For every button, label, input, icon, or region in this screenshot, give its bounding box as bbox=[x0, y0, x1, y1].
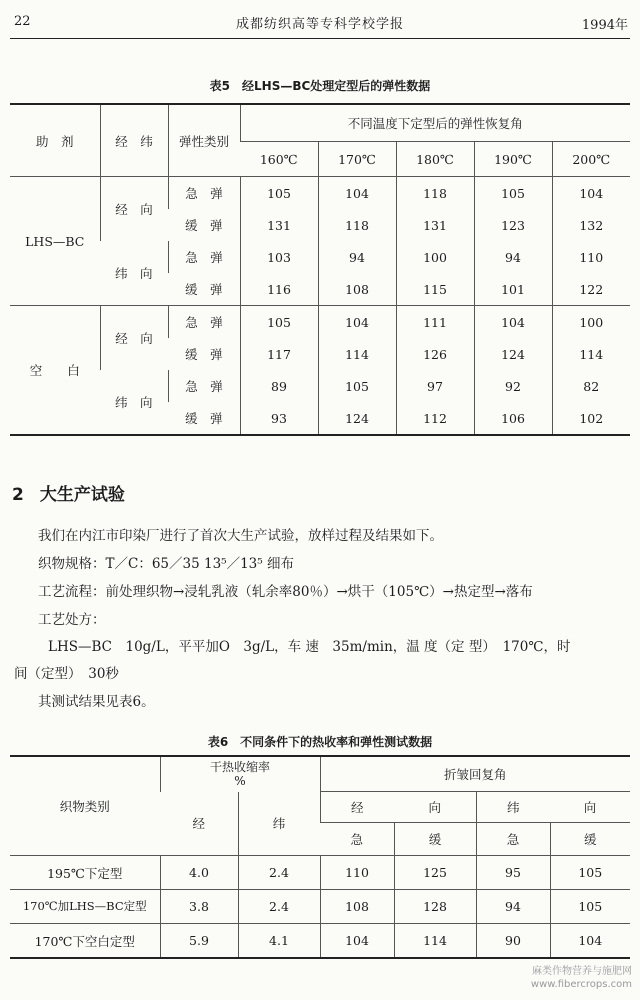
site-credit-url: www.fibercrops.com bbox=[530, 979, 632, 990]
t5-cell: 104 bbox=[318, 306, 396, 339]
table5-caption: 表5 经LHS—BC处理定型后的弹性数据 bbox=[209, 79, 431, 93]
t5-cell: 112 bbox=[396, 402, 474, 435]
t6-header-shrink bbox=[160, 756, 320, 792]
t6-cell: 128 bbox=[394, 890, 476, 924]
t6-cell: 110 bbox=[320, 856, 394, 890]
t5-cell: 114 bbox=[552, 338, 630, 370]
t6-cell: 5.9 bbox=[160, 924, 238, 959]
site-credit bbox=[531, 965, 632, 991]
t5-cell: 100 bbox=[552, 306, 630, 339]
paragraph: 间（定型） 30秒 bbox=[14, 666, 119, 682]
t5-cell: 97 bbox=[396, 370, 474, 402]
t6-cell: 2.4 bbox=[238, 890, 320, 924]
t5-temp: 200℃ bbox=[552, 142, 630, 177]
t6-row-label: 170℃下空白定型 bbox=[34, 933, 135, 949]
t5-cell: 94 bbox=[474, 241, 552, 273]
t5-header-type: 弹性类别 bbox=[168, 104, 240, 177]
t5-cell: 131 bbox=[396, 209, 474, 241]
t6-row-label: 195℃下定型 bbox=[10, 856, 160, 890]
t6-cell: 105 bbox=[550, 856, 630, 890]
t6-row-label: 170℃加LHS—BC定型 bbox=[10, 890, 160, 924]
t5-temp: 170℃ bbox=[318, 142, 396, 177]
t6-header-fast: 急 bbox=[320, 823, 394, 856]
section-number: 2 bbox=[12, 485, 24, 505]
page-header bbox=[0, 0, 640, 36]
t5-cell: 126 bbox=[396, 338, 474, 370]
t5-agent: 空 白 bbox=[29, 363, 80, 378]
t5-direction: 纬 向 bbox=[114, 395, 153, 410]
t6-cell: 108 bbox=[320, 890, 394, 924]
table-row bbox=[10, 241, 630, 273]
t5-cell: 124 bbox=[318, 402, 396, 435]
t6-header-warp-dir-2: 向 bbox=[394, 792, 476, 823]
paragraph: LHS—BC 10g/L，平平加O 3g/L，车 速 35m/min，温 度（定 型） 170℃，时 bbox=[48, 639, 571, 655]
t5-cell: 111 bbox=[396, 306, 474, 339]
table-row bbox=[10, 370, 630, 402]
t5-cell: 89 bbox=[240, 370, 318, 402]
t6-cell: 94 bbox=[476, 890, 550, 924]
t5-cell: 82 bbox=[552, 370, 630, 402]
t5-temp: 180℃ bbox=[396, 142, 474, 177]
table-row bbox=[10, 890, 630, 924]
section-heading bbox=[12, 480, 125, 505]
t6-header-shrink-label: 干热收缩率 bbox=[209, 760, 270, 775]
t5-cell: 114 bbox=[318, 338, 396, 370]
t5-direction: 经 向 bbox=[100, 177, 168, 242]
t6-header-slow: 缓 bbox=[394, 823, 476, 856]
site-credit-name: 麻类作物营养与施肥网 bbox=[532, 966, 632, 977]
page-number: 22 bbox=[14, 14, 31, 29]
t5-cell: 117 bbox=[240, 338, 318, 370]
t6-header-slow: 缓 bbox=[550, 823, 630, 856]
t5-header-agent: 助 剂 bbox=[10, 104, 100, 177]
table6-caption: 表6 不同条件下的热收率和弹性测试数据 bbox=[207, 735, 433, 749]
t6-cell: 125 bbox=[394, 856, 476, 890]
t5-cell: 94 bbox=[318, 241, 396, 273]
t6-cell: 114 bbox=[394, 924, 476, 959]
t5-direction: 经 向 bbox=[100, 306, 168, 371]
t5-agent: LHS—BC bbox=[10, 177, 100, 306]
t6-cell: 104 bbox=[550, 924, 630, 959]
t6-header-weft-dir-2: 向 bbox=[550, 792, 630, 823]
table5 bbox=[10, 103, 630, 436]
t5-type: 缓 弹 bbox=[184, 411, 223, 426]
t5-cell: 103 bbox=[240, 241, 318, 273]
t6-cell: 4.0 bbox=[160, 856, 238, 890]
t6-header-recovery: 折皱回复角 bbox=[320, 756, 630, 792]
header-rule bbox=[10, 38, 630, 39]
t5-type: 急 弹 bbox=[168, 177, 240, 210]
t5-cell: 108 bbox=[318, 273, 396, 306]
t5-cell: 104 bbox=[552, 177, 630, 210]
t5-cell: 100 bbox=[396, 241, 474, 273]
t6-header-weft-dir-1: 纬 bbox=[476, 792, 550, 823]
t6-cell: 105 bbox=[550, 890, 630, 924]
paragraph: 工艺处方： bbox=[38, 612, 106, 628]
journal-title: 成都纺织高等专科学校学报 bbox=[235, 17, 404, 32]
table-row bbox=[10, 306, 630, 339]
section-title: 大生产试验 bbox=[39, 485, 125, 505]
t5-cell: 92 bbox=[474, 370, 552, 402]
t5-cell: 123 bbox=[474, 209, 552, 241]
t6-cell: 3.8 bbox=[160, 890, 238, 924]
t5-header-direction: 经 纬 bbox=[100, 104, 168, 177]
t5-cell: 132 bbox=[552, 209, 630, 241]
t5-header-group: 不同温度下定型后的弹性恢复角 bbox=[240, 104, 630, 142]
t5-type: 急 弹 bbox=[168, 306, 240, 339]
t5-type: 缓 弹 bbox=[184, 347, 223, 362]
t5-cell: 105 bbox=[318, 370, 396, 402]
paragraph: 其测试结果见表6。 bbox=[38, 694, 155, 710]
paragraph: 我们在内江市印染厂进行了首次大生产试验，放样过程及结果如下。 bbox=[38, 528, 443, 544]
t6-header-warp-dir-1: 经 bbox=[320, 792, 394, 823]
table6 bbox=[10, 755, 630, 959]
t6-header-fabric: 织物类别 bbox=[10, 756, 160, 856]
t6-header-fast: 急 bbox=[476, 823, 550, 856]
t6-cell: 95 bbox=[476, 856, 550, 890]
t5-type: 缓 弹 bbox=[184, 218, 223, 233]
t5-cell: 104 bbox=[318, 177, 396, 210]
t5-cell: 118 bbox=[318, 209, 396, 241]
t6-cell: 2.4 bbox=[238, 856, 320, 890]
table-row bbox=[10, 177, 630, 210]
t5-cell: 104 bbox=[474, 306, 552, 339]
t5-cell: 115 bbox=[396, 273, 474, 306]
publication-year: 1994年 bbox=[581, 18, 628, 33]
table-row bbox=[10, 856, 630, 890]
t5-temp: 190℃ bbox=[474, 142, 552, 177]
t5-cell: 93 bbox=[240, 402, 318, 435]
t5-cell: 116 bbox=[240, 273, 318, 306]
t6-cell: 4.1 bbox=[238, 924, 320, 959]
t5-type: 急 弹 bbox=[168, 370, 240, 402]
t5-cell: 105 bbox=[474, 177, 552, 210]
t5-direction: 纬 向 bbox=[100, 241, 168, 306]
t6-cell: 90 bbox=[476, 924, 550, 959]
t5-type: 急 弹 bbox=[168, 241, 240, 273]
t5-temp: 160℃ bbox=[240, 142, 318, 177]
t5-cell: 118 bbox=[396, 177, 474, 210]
t5-cell: 131 bbox=[240, 209, 318, 241]
paragraph: 工艺流程：前处理织物→浸轧乳液（轧余率80％）→烘干（105℃）→热定型→落布 bbox=[38, 584, 533, 600]
paragraph: 织物规格：T／C：65／35 13⁵／13⁵ 细布 bbox=[38, 556, 294, 572]
t6-header-shrink-unit: % bbox=[234, 774, 246, 789]
t6-header-warp: 经 bbox=[160, 792, 238, 856]
t5-cell: 110 bbox=[552, 241, 630, 273]
t5-type: 缓 弹 bbox=[168, 273, 240, 306]
t6-header-weft: 纬 bbox=[238, 792, 320, 856]
t5-cell: 101 bbox=[474, 273, 552, 306]
t6-cell: 104 bbox=[320, 924, 394, 959]
t5-cell: 102 bbox=[552, 402, 630, 435]
t5-cell: 124 bbox=[474, 338, 552, 370]
t5-cell: 105 bbox=[240, 177, 318, 210]
t5-cell: 106 bbox=[474, 402, 552, 435]
t5-cell: 105 bbox=[240, 306, 318, 339]
table-row bbox=[10, 924, 630, 959]
t5-cell: 122 bbox=[552, 273, 630, 306]
